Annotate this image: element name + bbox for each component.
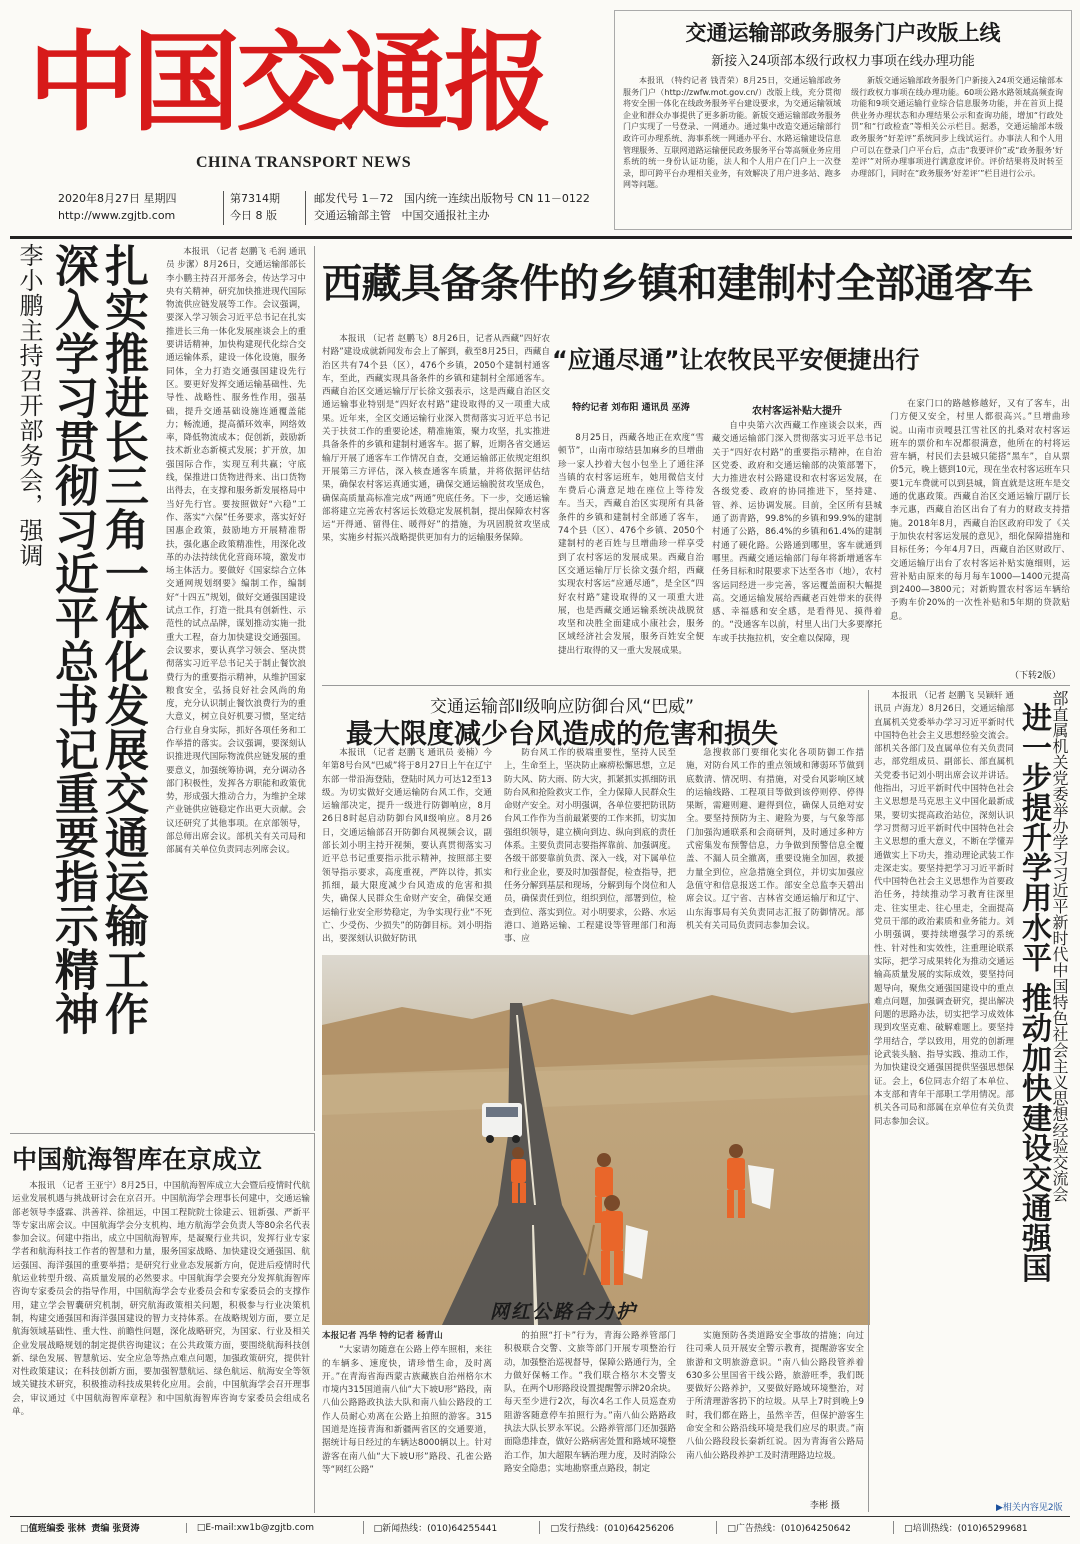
right-story-byline: 本报讯 （记者 赵鹏飞 吴颖轩 通讯员 卢海龙） — [874, 691, 1014, 715]
center-top-col-2 — [558, 432, 704, 681]
center-top-col-1-text: 8月26日，记者从西藏“四好农村路”建设成就新闻发布会上了解到，截至8月25日，西藏自治区共有74个县（区），476个乡镇，2050个建制村通客车，至此，西藏实现具备条件的乡镇和建制村全部通客车。西藏自治区交通运输厅厅长徐文强表示，这是西藏自治区交通运输事业特别是“四好农村路”建设取得的又一项重大成果。近年来，全区交通运输行业深入贯彻落实习近平总书记关于扶贫工作的重要论述，精准施策，聚力攻坚，扎实推进具备条件的乡镇和建制村通客车。据了解，近期各省交通运输厅开展了通客车工作情况自查，交通运输部正依规定组织开展第三方评估，深入核查通客车质量，并将依据评估结果，确保农村客运真通实通，确保交通运输脱贫攻坚成色，确保高质量高标准完成“两通”兜底任务。下一步，交通运输部将建立完善农村客运长效稳定发展机制，提出保障农村客运“开得通、留得住、暖得好”的措施，为巩固脱贫攻坚成果，实施乡村振兴战略提供更加有力的运输服务保障。 — [322, 334, 550, 544]
bottom-center-col-1 — [322, 1330, 492, 1510]
center-top-col-2-text: 8月25日，西藏各地正在欢度“雪顿节”，山南市琼结县加麻乡的旦增曲珍一家人抄着大包小包坐上了通往泽当镇的农村客运班车，她用微信支付车费后心满意足地在座位上等待发车。当天，西藏自治区实现所有具备条件的乡镇和建制村全部通了客车，74个县（区）、476个乡镇、2050个建制村的老百姓与旦增曲珍一样享受到了农村客运的发展成果。西藏自治区交通运输厅厅长徐文强介绍，西藏实现农村客运“应通尽通”，是全区“四好农村路”建设取得的又一项重大进展，也是西藏交通运输系统决战脱贫攻坚和决胜全面建成小康社会，服务区域经济社会发展，服务百姓安全便捷出行取得的又一重大发展成果。 — [558, 433, 704, 656]
page-count: 今日 8 版 — [230, 209, 277, 222]
center-mid-col-3-text: 急搜救部门要细化实化各项防御工作措施，对防台风工作的重点领域和薄弱环节做到底数清、情况明、有措施，对受台风影响区域的运输线路、工程项目等做到该停则停、停得果断，需避则避、避得到位，确保人员绝对安全。要坚持预防为主、避险为要，与气象等部门加强沟通联系和会商研判，及时通过多种方式密集发布预警信息，力争做到预警信息全覆盖、不漏人员全撤离，重要设施全加固，救援力量全到位，应急措施全到位，并切实加强应急值守和信息报送工作。部安全总监李天碧出席会议。辽宁省、吉林省交通运输厅和辽宁、山东海事局有关负责同志汇报了防御情况。部机关有关司局负责同志参加会议。 — [686, 748, 864, 931]
newspaper-masthead-english: CHINA TRANSPORT NEWS — [196, 154, 412, 171]
photo-credit: 李彬 摄 — [810, 1501, 840, 1511]
masthead-publication-block — [314, 190, 590, 224]
portal-article-subtitle: 新接入24项部本级行政权力事项在线办理功能 — [711, 54, 975, 69]
cn-number: 国内统一连续出版物号 CN 11－0122 — [404, 192, 590, 205]
center-mid-col-2-text: 防台风工作的极端重要性，坚持人民至上，生命至上，坚决防止麻痹松懈思想，立足防大风、防大雨、防大灾，抓紧抓实抓细防讯防台风和抢险救灾工作，全力保障人民群众生命财产安全。对小明强调，各单位要把防讯防台风工作作为当前最紧要的工作来抓，切实加强组织领导，建立横向到边、纵向到底的责任体系。主要负责同志要指挥靠前、加强调度。各级干部要靠前负责、深入一线，对下属单位和行业企业，要及时加强督促，检查指导，把任务分解到基层和现场，分解到每个岗位和人员，确保责任到位，组织到位，部署到位，检查到位、落实到位。对小明要求，公路、水运港口、道路运输、工程建设等管理部门和海事、应 — [504, 748, 676, 945]
center-mid-col-1-text: 今年第8号台风“巴威”将于8月27日上午在辽宁东部一带沿海登陆，登陆时风力可达12至13级。为切实做好交通运输防台风工作，交通运输部决定，提升一级进行防御响应，8月26日8时起启动防御台风Ⅱ级响应。8月26日，交通运输部召开防御台风视频会议，副部长刘小明主持开视频，要认真贯彻落实习近平总书记重要指示批示精神，按照部主要领导指示要求，高度重视，严阵以待，抓实抓细，最大限度减少台风造成的危害和损失，确保人民群众生命财产安全，确保交通运输行业安全形势稳定，为争实现行业“不死亡、少受伤、少损失”的防御目标。刘小明指出，要深刻认识做好防讯 — [322, 748, 492, 945]
center-top-col-3-heading: 农村客运补贴大提升 — [752, 406, 842, 417]
editor-name: □值班编委 张林 — [20, 1524, 86, 1534]
center-top-byline: 本报讯 （记者 赵鹏飞） — [339, 334, 433, 344]
footer-editor — [10, 1521, 186, 1534]
center-mid-headline: 最大限度减少台风造成的危害和损失 — [346, 719, 778, 750]
center-mid-kicker: 交通运输部Ⅱ级响应防御台风“巴威” — [430, 697, 694, 717]
center-top-col-3-text: 自中央第六次西藏工作座谈会以来，西藏交通运输部门深入贯彻落实习近平总书记关于“四好农村路”的重要指示精神，在自治区党委、政府和交通运输部的决策部署下，大力推进农村公路建设和农村客运发展，在各级党委、政府的协同推进下，坚持建、管、养、运协调发展。目前，全区所有县城通了沥青路，99.8%的乡镇和99.9%的建制村通了公路，86.4%的乡镇和61.4%的建制村通了硬化路。公路通到哪里，客车就通到哪里。西藏交通运输部门每年将新增通客车任务目标和时限要求下达至各市（地），农村客运同经进一步完善，客运覆盖面积大幅提高。交通运输发展给西藏老百姓带来的获得感、幸福感和安全感，是看得见、摸得着的。“没通客车以前，村里人出门大多要摩托车或手扶拖拉机，安全难以保障，现 — [712, 421, 882, 644]
left-story-kicker: 李小鹏主持召开部务会，强调 — [15, 243, 43, 568]
center-mid-byline: 本报讯 （记者 赵鹏飞 通讯员 姜楠） — [339, 748, 484, 758]
masthead-rule — [10, 236, 1072, 239]
bottom-center-byline: 本报记者 冯华 特约记者 杨青山 — [322, 1331, 443, 1341]
center-top-col-4-text: 在家门口的路越修越好，又有了客车，出门方便又安全，村里人都很高兴。”旦增曲珍说。山南市贡嘎县江雪社区的扎桑对农村客运班车的票价和车况都很满意，他所在的村将运营车辆，村民们去县城只能搭“黑车”，自从票价5元，晚上德到10元，现在坐农村客运班车只要1元车费就可以到县城，简直就是这班车是交通的优惠政策。西藏自治区交通运输厅副厅长李元惠，西藏自治区出台了有力的财政支持措施。2018年8月，西藏自治区政府印发了《关于加快农村客运发展的意见》，细化保障措施和目标任务；今年4月7日，西藏自治区财政厅、交通运输厅出台了农村客运补贴实施细则，运营补贴由原来的每月每车1000—1400元提高到2400—3800元；对新购置农村客运车辆给予购车价20%的一次性补贴和5年期的贷款贴息。 — [890, 399, 1070, 622]
desert-road-illustration — [322, 955, 870, 1325]
left-bottom-body — [12, 1180, 310, 1508]
center-top-col-3 — [712, 420, 882, 681]
page-footer — [10, 1516, 1070, 1538]
left-story-headline-1: 扎实推进长三角一体化发展交通运输工作 — [97, 243, 148, 1035]
portal-article-col-left — [623, 75, 841, 223]
center-top-subhead: “应通尽通”让农牧民平安便捷出行 — [552, 346, 920, 374]
issue-date: 2020年8月27日 星期四 — [58, 192, 177, 205]
right-story-headline: 进一步提升学用水平 推动加快建设交通强国 — [1016, 702, 1051, 1283]
left-story-text: 8月26日，交通运输部部长李小鹏主持召开部务会，传达学习中央有关精神，研究加快推进现代国际物流供应链发展等工作。会议强调，要深入学习领会习近平总书记在扎实推进长三角一体化发展座谈会上的重要讲话精神，加快构建现代化综合交通运输体系，建设一体化设施，服务同体，全力打造交通强国建设先行区。要更好发挥交通运输基础性、先导性、战略性、服务性作用，强基础，提升交通基础设施连通覆盖能力；畅流通，提高循环效率，网络效率，降低物流成本；促创新，鼓励新技术新业态新模式发展；扩开放，加强国际合作，实现互利共赢；守底线，保推进口货物进得来、出口货物出得去，在支撑和服务新发展格局中当好先行官。要按照做好“六稳”工作、落实“六保”任务要求，落实好好国惠企政策，鼓励地方开展精准帮扶，强化惠企政策精准性，用深化改革的办法持续优化营商环境，激发市场主体活力。要做好《国家综合立体交通网规划纲要》编制工作，编制好“十四五”规划，做好交通强国建设试点工作，打造一批具有创新性、示范性的试点品牌，谋划推动实施一批重大工程，奋力加快建设交通强国。会议要求，要认真学习领会、坚决贯彻落实习近平总书记关于制止餐饮浪费行为的重要指示精神，从维护国家粮食安全，弘扬良好社会风尚的角度，充分认识制止餐饮浪费行为的重大意义，树立良好机要习惯，坚定结合行业自身实际，抓好各项任务和工作举措的落实。会议强调，要深刻认识推进现代国际物流供应链发展的重要意义，加强统筹协调，充分调动各部门积极性，发挥各方职能和政策优势，形成强大推动合力，为维护全球产业链供应链稳定作出更大贡献。会议还研究了其他事项。在京部领导，部总师出席会议。部机关有关司局和部属有关单位负责同志列席会议。 — [166, 260, 306, 856]
bottom-center-col-2-text: 的拍照“打卡”行为，青海公路养管部门积极联合交警、文旅等部门开展专项整治行动，加强整治巡视督导，保障公路通行为，全力做好保畅工作。“我们联合格尔木交警支队，在两个U形路段设置提醒警示牌20余块。每天至少进行2次，每次4名工作人员巡查劝阻游客随意停车拍照行为。”南八仙公路路政执法大队长罗永军说。公路养管部门还加强路面隐患排查，做好公路病害处置和路域环境整治工作，加大超限车辆治理力度，及时消除公路安全隐患；实地勘察重点路段，制定 — [504, 1331, 676, 1474]
center-mid-col-3 — [686, 747, 864, 947]
publisher: 中国交通报社主办 — [401, 209, 490, 222]
bottom-center-col-3 — [686, 1330, 864, 1498]
left-story-byline: 本报讯 （记者 赵鹏飞 毛润 通讯员 步潔） — [166, 247, 306, 271]
center-top-col-1 — [322, 333, 550, 681]
portal-article-box — [614, 10, 1072, 230]
right-story-body — [874, 690, 1014, 1500]
center-top-col-4 — [890, 398, 1070, 668]
road-workers-photo — [322, 955, 870, 1325]
center-mid-col-2 — [504, 747, 676, 947]
footer-circulation-hotline: □发行热线：(010)64256206 — [539, 1521, 716, 1534]
bottom-center-col-3-text: 实施预防各类道路安全事故的措施；向过往司乘人员开展安全警示教育，提醒游客安全旅游和文明旅游意识。“南八仙公路段管养着630多公里国省干线公路，旅游旺季，我们既要做好公路养护，又要做好路域环境整治，对于所清理游客扔下的垃圾。从早上7时到晚上9时，我们都在路上，虽然辛苦，但保护游客生命安全和公路沿线环境是我们应尽的职责。”南八仙公路段段长秦新红说。因为青海省公路局南八仙公路段养护工及时清理路边垃圾。 — [686, 1331, 864, 1461]
left-bottom-byline: 本报讯 （记者 王亚宁） — [29, 1181, 121, 1191]
supervisor: 交通运输部主管 — [314, 209, 391, 222]
left-bottom-text: 8月25日，中国航海智库成立大会暨后疫情时代航运业发展机遇与挑战研讨会在京召开。中国航海学会理事长何建中，交通运输部老领导李盛霖、洪善祥、徐祖远，中国工程院院士徐建云、钮新强、严新平等专家出席会议。中国航海学会分支机构、地方航海学会负责人等80余名代表参加会议。何建中指出，成立中国航海智库，是凝聚行业共识，发挥行业专家学者和航海科技工作者的智慧和力量，服务国家战略、加快建设交通强国、航运强国、海洋强国的重要举措；是研究行业业态发展新方向，促进后疫情时代航运业转型升级、高质量发展的必然要求。中国航海学会要充分发挥航海智库咨询专家委员会的指导作用，中国航海学会专业委员会和专家委员会的支撑作用，建立学会智囊研究机制，研究航海政策相关问题，积极参与行业决策机制，构建交通强国和海洋强国建设的智力支持体系。在战略规划方面，要立足航海领域基础性、重大性、前瞻性问题，深化战略研究，为国家、行业及相关企业发展战略规划的制定提供咨询建议；在公共政策方面，要围绕航海科技创新、绿色发展、智慧航运、安全应急等热点难点问题，加强政策研究，提供针对性政策建议；在科技创新方面，要加强智慧航运、绿色航运、航海安全等领域关键技术研究，积极推动科技成果转化应用。会前，中国航海学会召开理事会，审议通过《中国航海智库章程》和中国航海智库咨询专家委员会组成名单。 — [12, 1181, 310, 1418]
center-top-col-2-byline: 特约记者 刘布阳 通讯员 巫涛 — [572, 403, 690, 413]
portal-byline: 本报讯 （特约记者 钱青荣） — [639, 76, 744, 85]
portal-article-title: 交通运输部政务服务门户改版上线 — [685, 21, 1001, 45]
portal-text-right: 新版交通运输部政务服务门户新接入24项交通运输部本级行政权力事项在线办理功能。60项公路水路领域高频查询功能和9项交通运输行业综合信息服务功能，并在首页上提供业务办理状态和办理结果公示和查询功能，增加“行政处罚”和“行政检查”等相关公示栏目。据悉，交通运输部本级政务服务“好差评”系统同步上线试运行。办事法人和个人用户可以在登录门户平台后，点击“我要评价”或“政务服务‘好差评’”对所办理事项进行满意度评价。评价结果将及时转至办理部门，同时在“政务服务‘好差评’”栏目进行公示。 — [851, 76, 1063, 178]
portal-text-left: 8月25日，交通运输部政务服务门户（http://zwfw.mot.gov.cn/）改版上线，充分贯彻将安全围一体化在线政务服务平台建设要求，为交通运输领域企业和群众办事提供了更多新功能。新版交通运输部政务服务门户实现了一号登录、一网通办。通过集中改造交通运输部行政许可办理系统、海事系统一网通办平台、水路运输建设信息管理服务、互联网道路运输便民政务服务平台等高频业务应用系统的统一身份认证功能，法人和个人用户在门户上一次登录，即可跨平台办理相关业务，有效解决了用户进多站、跑多网等问题。 — [623, 76, 841, 190]
left-bottom-headline: 中国航海智库在京成立 — [12, 1145, 263, 1174]
footer-ad-hotline: □广告热线：(010)64250642 — [716, 1521, 893, 1534]
left-story-body — [166, 246, 306, 1106]
issue-number: 第7314期 — [230, 192, 280, 205]
right-story-text: 8月26日，交通运输部直属机关党委举办学习习近平新时代中国特色社会主义思想经验交流会。部机关各部门及直属单位有关负责同志，部党组成员、副部长、部直属机关党委书记刘小明出席会议并讲话。他指出，习近平新时代中国特色社会主义思想是马克思主义中国化最新成果，要切实提高政治站位，深刻认识学习贯彻习近平新时代中国特色社会主义思想的重大意义，不断在学懂弄通做实上下功夫，推动理论武装工作走深走实。要坚持把学习习近平新时代中国特色社会主义思想作为首要政治任务，持续推动学习教育往深里走、往实里走、往心里走，全面提高党员干部的政治素质和业务能力。刘小明强调，要持续增强学习的系统性、针对性和实效性，注重理论联系实际，把学习成果转化为推动交通运输高质量发展的实际成效，要坚持问题导向，聚焦交通强国建设中的重点难点问题，加强调查研究，提出解决问题的思路办法，切实把学习成效体现到攻坚克难、破解难题上。要坚持学用结合，学以致用，用党的创新理论武装头脑、指导实践、推动工作，为加快建设交通强国提供坚强思想保证。会上，6位同志介绍了本单位、本支部和青年干部职工学用情况。部机关各司局和部属在京单位有关负责同志参加会议。 — [874, 704, 1014, 1127]
center-mid-col-1 — [322, 747, 492, 947]
producer-name: 责编 张贤涛 — [91, 1524, 140, 1534]
photo-caption: 网红公路合力护 — [490, 1301, 638, 1323]
left-story-headline-2: 深入学习贯彻习近平总书记重要指示精神 — [47, 243, 98, 1035]
right-story-jump-link[interactable]: ▶相关内容见2版 — [996, 1503, 1063, 1513]
center-top-headline: 西藏具备条件的乡镇和建制村全部通客车 — [322, 261, 1033, 307]
newspaper-masthead-title: 中国交通报 — [28, 20, 549, 146]
masthead-date-block — [58, 190, 177, 224]
postal-code: 邮发代号 1－72 — [314, 192, 394, 205]
masthead-issue-block — [230, 190, 280, 224]
bottom-center-col-1-text: “大家请勿随意在公路上停车照相，来往的车辆多、速度快，请珍惜生命，及时离开。”在青海省海西蒙古族藏族自治州格尔木市境内315国道南八仙“大下坡U形”路段，南八仙公路路政执法大队和南八仙公路段的工作人员耐心劝离在公路上拍照的游客。315国道是连接青海和新疆两省区的交通要道，据统计每日经过的车辆达8000辆以上。针对游客在南八仙“大下坡U形”路段、孔雀公路等“网红公路” — [322, 1345, 492, 1475]
footer-email[interactable]: □E-mail:xw1b@zgjtb.com — [186, 1523, 363, 1533]
footer-training-hotline: □培训热线：(010)65299681 — [893, 1521, 1070, 1534]
portal-article-col-right — [851, 75, 1063, 223]
website-url[interactable]: http://www.zgjtb.com — [58, 209, 176, 222]
right-story-kicker: 部直属机关党委举办学习习近平新时代中国特色社会主义思想经验交流会 — [1050, 690, 1069, 1202]
footer-news-hotline: □新闻热线：(010)64255441 — [363, 1521, 540, 1534]
center-top-jump: （下转2版） — [1010, 671, 1061, 681]
bottom-center-col-2 — [504, 1330, 676, 1510]
